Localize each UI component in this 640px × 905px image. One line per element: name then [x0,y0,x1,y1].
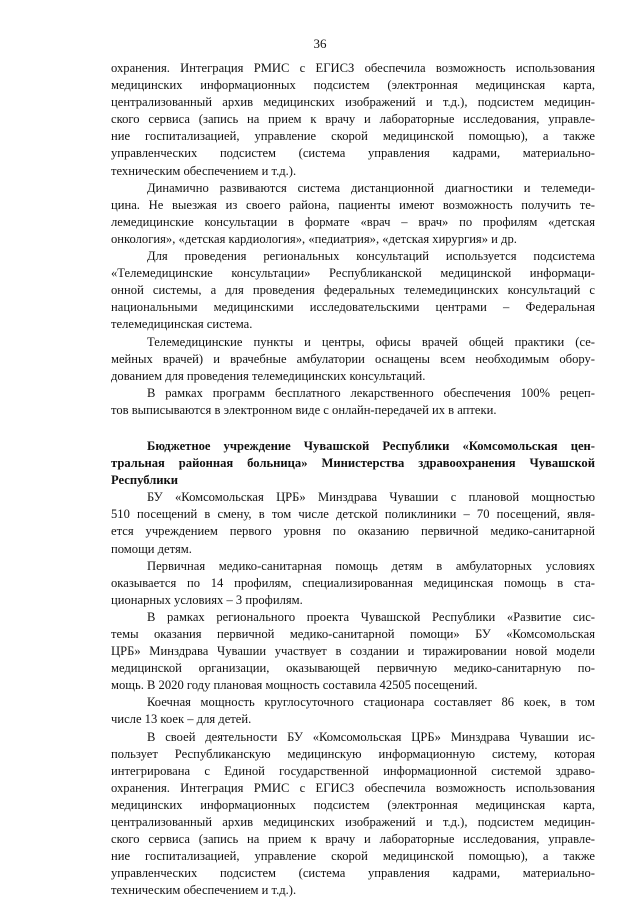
text-line: централизованный архив медицинских изображений и т.д.), подсистем медицин- [111,815,595,830]
text-line: охранения. Интеграция РМИС с ЕГИСЗ обеспечила возможность использования [111,61,595,75]
text-line: онкология», «детская кардиология», «педиатрия», «детская хирургия» и др. [111,231,517,246]
text-line: телемедицинская система. [111,317,253,332]
text-line: В рамках регионального проекта Чувашской Республики «Развитие сис- [147,609,595,624]
paragraph [111,609,595,694]
paragraph [111,385,595,419]
text-line: онной системы, а для проведения федеральных телемедицинских консультаций с [111,283,595,298]
text-line: охранения. Интеграция РМИС с ЕГИСЗ обеспечила возможность использования [111,780,595,795]
text-line: техническим обеспечением и т.д.). [111,163,297,178]
text-line: ние госпитализацией, управление скорой медицинской помощью), а также [111,849,595,864]
text-line: цина. Не выезжая из своего района, пациенты имеют возможность получить те- [111,197,595,212]
text-line: управленческих подсистем (система управления кадрами, материально- [111,866,595,881]
section-heading [111,438,595,489]
paragraph [111,248,595,333]
text-line: В своей деятельности БУ «Комсомольская ЦРБ» Минздрава Чувашии ис- [147,729,595,744]
text-line: Первичная медико-санитарная помощь детям в амбулаторных условиях [147,558,595,573]
text-line: лемедицинские консультации в формате «врач – врач» по профилям «детская [111,214,595,229]
heading-line: Республики [111,473,179,488]
paragraph [111,558,595,609]
paragraph [111,60,595,180]
text-line: техническим обеспечением и т.д.). [111,883,297,898]
text-line: мейных врачей) и врачебные амбулатории оснащены всем необходимым обору- [111,351,595,366]
text-line: ется учреждением первого уровня по оказанию первичной медико-санитарной [111,524,595,539]
text-line: Динамично развиваются система дистанционной диагностики и телемеди- [147,180,595,195]
text-line: медицинских информационных подсистем (электронная медицинская карта, [111,797,595,812]
text-line: «Телемедицинские консультации» Республиканской медицинской информаци- [111,266,595,281]
paragraph [111,334,595,385]
text-line: национальными медицинскими исследовательскими центрами – Федеральная [111,300,595,315]
text-line: ционарных условиях – 3 профилям. [111,592,303,607]
text-line: 510 посещений в смену, в том числе детской поликлиники – 70 посещений, явля- [111,507,595,522]
text-line: управленческих подсистем (система управления кадрами, материально- [111,146,595,161]
text-line: пользует Республиканскую медицинскую информационную систему, которая [111,746,595,761]
paragraph [111,729,595,900]
text-line: медицинской организации, оказывающей первичную медико-санитарную по- [111,661,595,676]
text-line: тов выписываются в электронном виде с онлайн-передачей их в аптеки. [111,402,497,417]
text-line: ского сервиса (запись на прием к врачу и лабораторные исследования, управле- [111,832,595,847]
text-line: интегрирована с Единой государственной информационной системой здраво- [111,763,595,778]
document-body [111,60,595,900]
text-line: числе 13 коек – для детей. [111,712,252,727]
text-line: помощи детям. [111,541,192,556]
text-line: дованием для проведения телемедицинских консультаций. [111,368,426,383]
section-gap [111,419,595,438]
paragraph [111,694,595,728]
text-line: Телемедицинские пункты и центры, офисы врачей общей практики (се- [147,334,595,349]
text-line: БУ «Комсомольская ЦРБ» Минздрава Чувашии с плановой мощностью [147,490,595,505]
page-number: 36 [313,36,327,51]
text-line: В рамках программ бесплатного лекарственного обеспечения 100% рецеп- [147,385,595,400]
paragraph [111,180,595,248]
heading-line: Бюджетное учреждение Чувашской Республики «Комсомольская цен- [147,438,595,453]
heading-line: тральная районная больница» Министерства здравоохранения Чувашской [111,456,595,471]
paragraph [111,489,595,557]
text-line: Для проведения региональных консультаций используется подсистема [147,249,595,264]
text-line: медицинских информационных подсистем (электронная медицинская карта, [111,78,595,93]
text-line: темы оказания первичной медико-санитарной помощи» БУ «Комсомольская [111,627,595,641]
text-line: ского сервиса (запись на прием к врачу и лабораторные исследования, управле- [111,112,595,127]
text-line: Коечная мощность круглосуточного стационара составляет 86 коек, в том [147,695,595,710]
text-line: ние госпитализацией, управление скорой медицинской помощью), а также [111,129,595,144]
text-line: централизованный архив медицинских изображений и т.д.), подсистем медицин- [111,95,595,110]
text-line: мощь. В 2020 году плановая мощность составила 42505 посещений. [111,678,478,693]
text-line: оказывается по 14 профилям, специализированная медицинская помощь в ста- [111,575,595,590]
text-line: ЦРБ» Минздрава Чувашии участвует в создании и тиражировании новой модели [111,644,595,659]
